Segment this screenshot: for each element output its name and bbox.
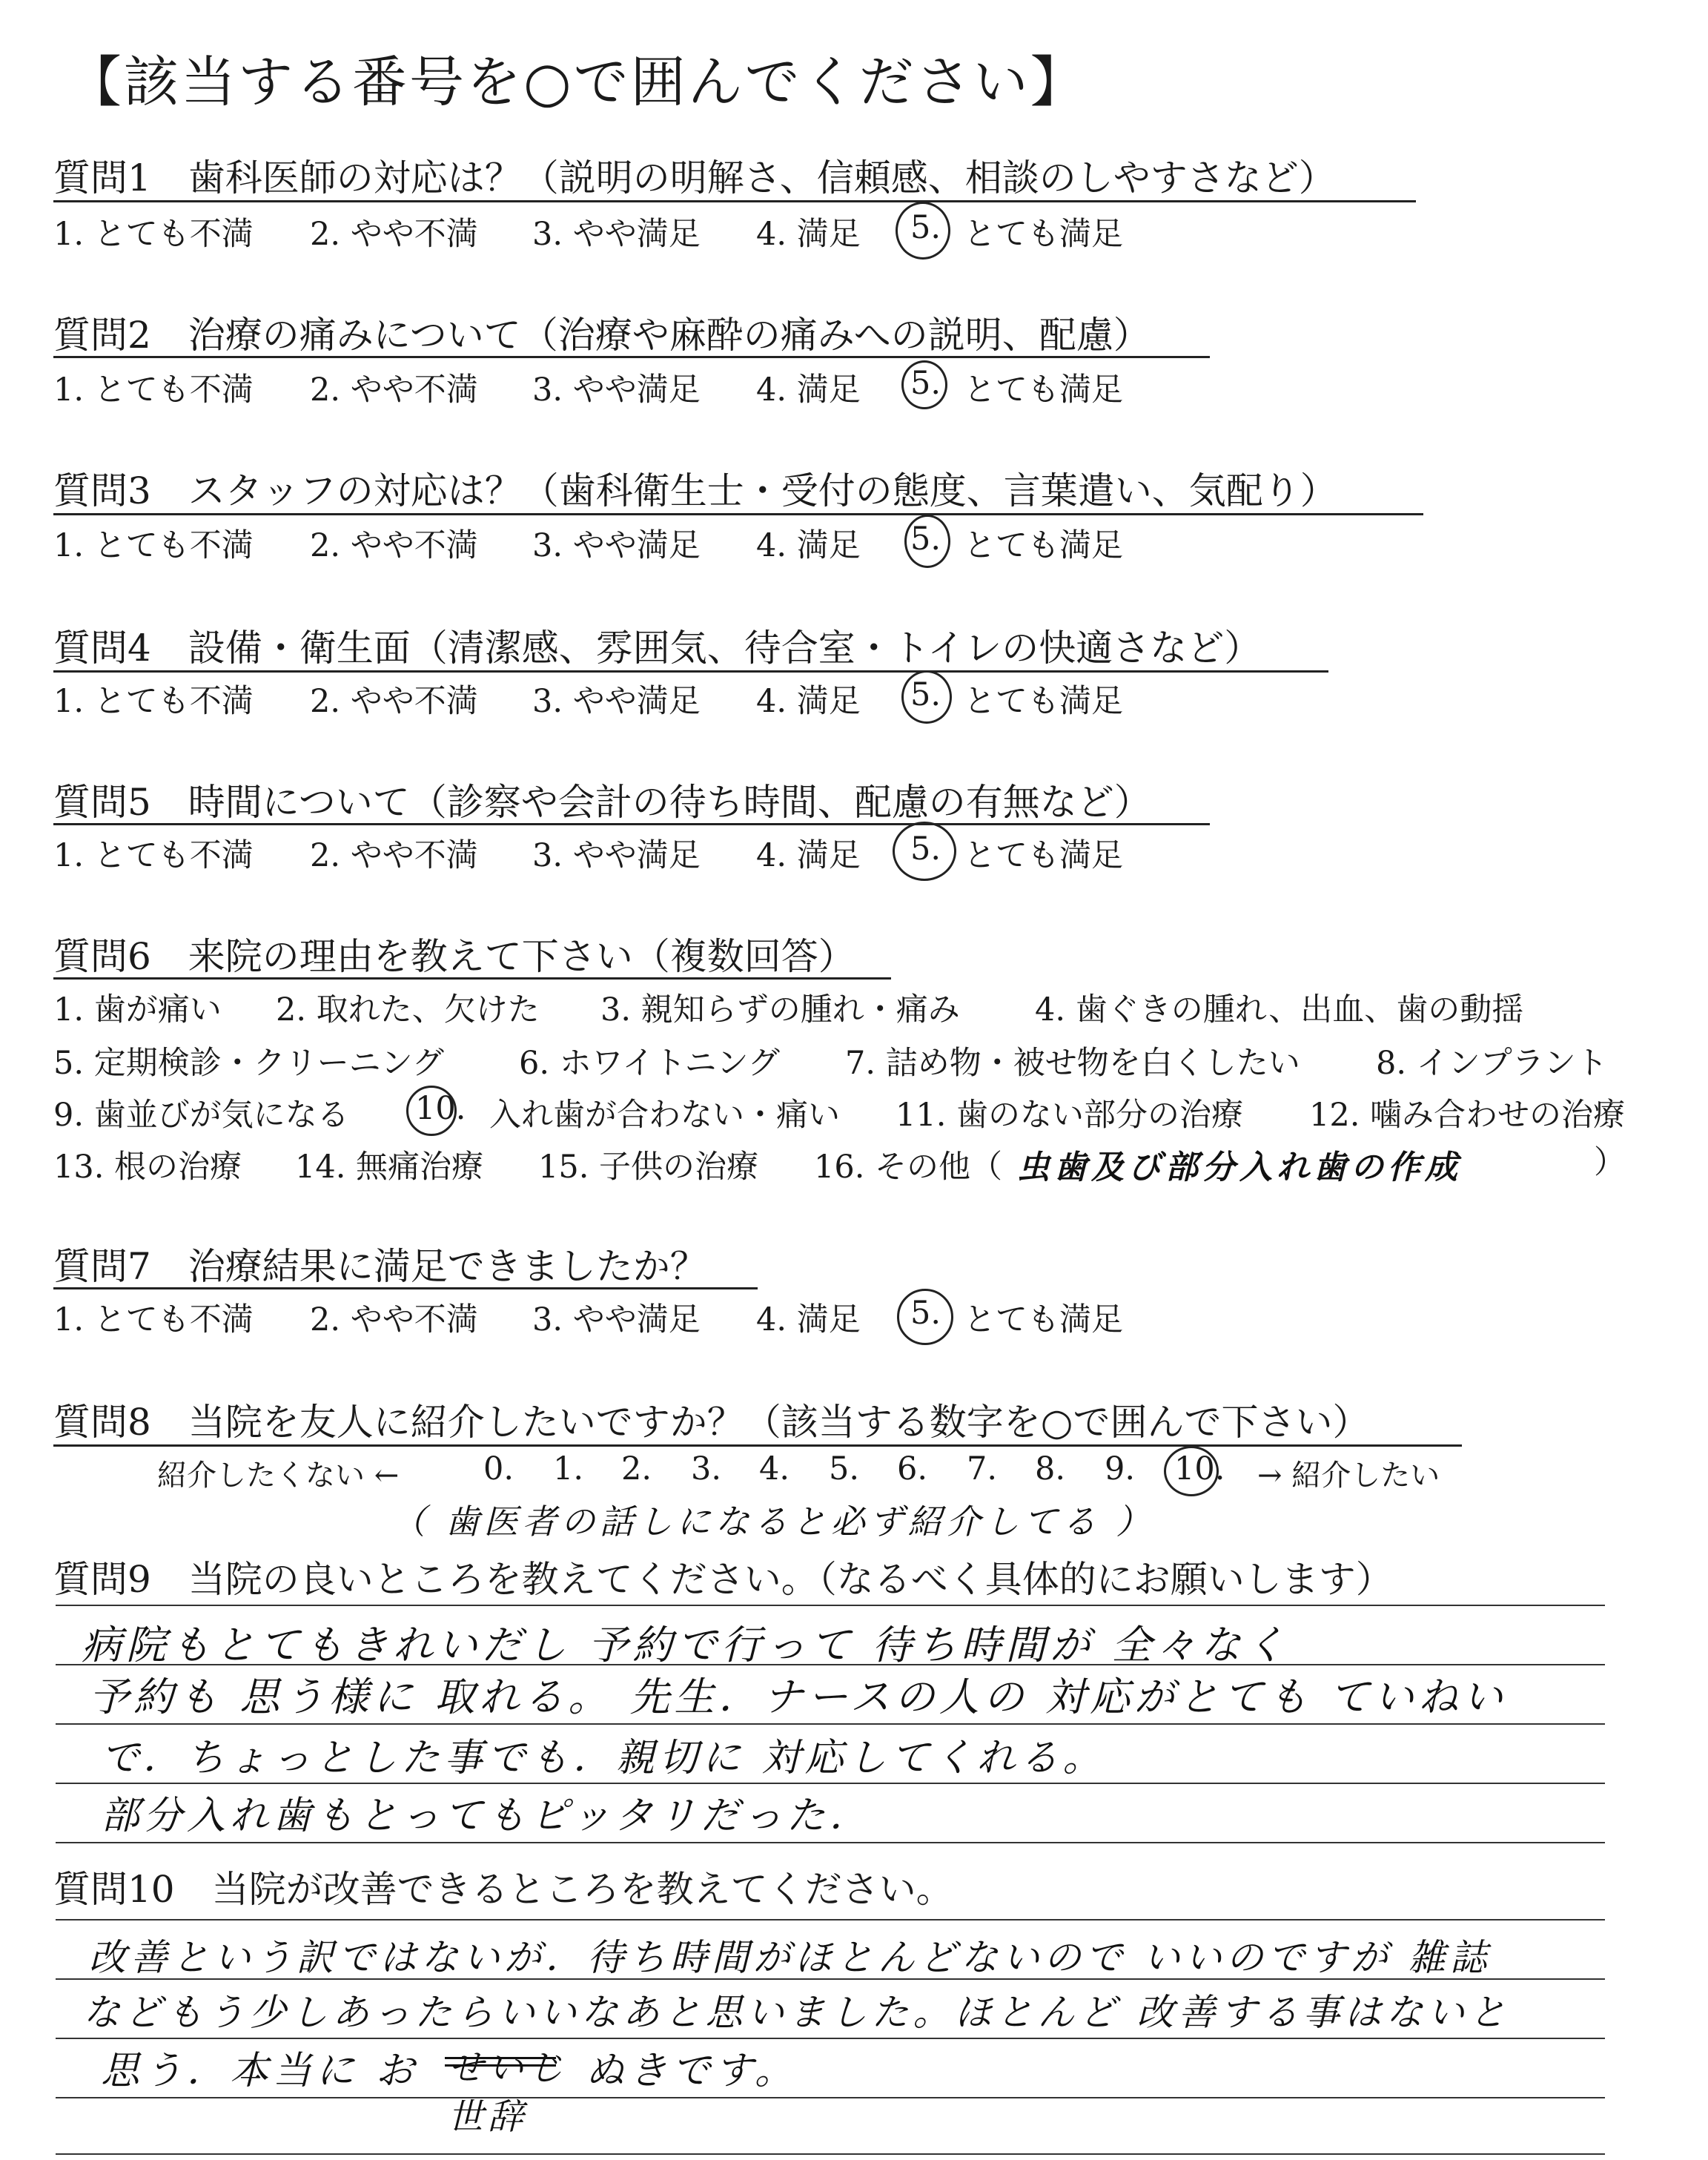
question-9-title: 質問9 当院の良いところを教えてください。（なるべく具体的にお願いします） — [53, 1558, 1393, 1601]
q8-selection-circle — [1164, 1446, 1219, 1496]
q7-option-2[interactable]: 2. やや不満 — [310, 1301, 478, 1338]
q4-option-4[interactable]: 4. 満足 — [756, 683, 861, 720]
q7-selection-circle — [897, 1289, 953, 1345]
q6-option-7[interactable]: 7. 詰め物・被せ物を白くしたい — [845, 1045, 1300, 1082]
q8-scale-5[interactable]: 5. — [829, 1450, 860, 1487]
q3-option-1[interactable]: 1. とても不満 — [53, 527, 254, 564]
q6-option-16[interactable]: 16. その他（ — [814, 1149, 1003, 1186]
q6-option-6[interactable]: 6. ホワイトニング — [519, 1045, 780, 1082]
q3-option-5[interactable]: 5. — [910, 521, 941, 558]
q2-option-1[interactable]: 1. とても不満 — [53, 371, 254, 409]
q3-option-4[interactable]: 4. 満足 — [756, 527, 861, 564]
q9-answer-line-1: 病院もとてもきれいだし 予約で行って 待ち時間が 全々なく — [82, 1622, 1290, 1668]
q8-scale-8[interactable]: 8. — [1035, 1450, 1066, 1487]
q8-handwritten-note: （ 歯医者の話しになると必ず紹介してる ） — [391, 1502, 1155, 1542]
question-10-title: 質問10 当院が改善できるところを教えてください。 — [53, 1868, 953, 1911]
q1-option-1[interactable]: 1. とても不満 — [53, 216, 254, 253]
q10-correction: 世辞 — [448, 2096, 529, 2138]
question-4-title: 質問4 設備・衛生面（清潔感、雰囲気、待合室・トイレの快適さなど） — [53, 627, 1262, 670]
q6-option-14[interactable]: 14. 無痛治療 — [295, 1149, 484, 1186]
q10-answer-line-2: などもう少しあったらいいなあと思いました。ほとんど 改善する事はないと — [83, 1991, 1511, 2034]
q10-answer-line — [56, 2153, 1605, 2155]
q5-option-2[interactable]: 2. やや不満 — [310, 837, 478, 874]
q6-option-3[interactable]: 3. 親知らずの腫れ・痛み — [600, 991, 960, 1028]
q10-strike-line — [445, 2064, 556, 2067]
q10-answer-line — [56, 1919, 1605, 1920]
question-2-underline — [53, 356, 1210, 358]
q7-option-1[interactable]: 1. とても不満 — [53, 1301, 254, 1338]
q10-strike-line — [445, 2057, 556, 2059]
q7-option-5[interactable]: 5. — [910, 1295, 941, 1332]
q8-scale-6[interactable]: 6. — [897, 1450, 928, 1487]
q3-selection-circle — [904, 515, 950, 568]
question-5-underline — [53, 823, 1210, 825]
q10-answer-line-3: 思う．本当に お — [101, 2049, 419, 2093]
question-6-underline — [53, 977, 891, 980]
q2-selection-circle — [901, 360, 947, 409]
question-1-title: 質問1 歯科医師の対応は？（説明の明解さ、信頼感、相談のしやすさなど） — [53, 156, 1336, 199]
q5-option-1[interactable]: 1. とても不満 — [53, 837, 254, 874]
q2-option-4[interactable]: 4. 満足 — [756, 371, 861, 409]
q5-option-5[interactable]: 5. — [910, 830, 941, 868]
q9-answer-line-4: 部分入れ歯もとってもピッタリだった． — [101, 1794, 873, 1838]
question-4-underline — [53, 670, 1328, 673]
q8-right-label: → 紹介したい — [1257, 1459, 1440, 1493]
q4-option-1[interactable]: 1. とても不満 — [53, 683, 254, 720]
q3-option-2[interactable]: 2. やや不満 — [310, 527, 478, 564]
q6-selection-circle — [406, 1086, 457, 1136]
q8-scale-3[interactable]: 3. — [691, 1450, 722, 1487]
q6-option-10[interactable]: 10. — [415, 1090, 466, 1127]
q7-option-5-label: とても満足 — [964, 1301, 1123, 1338]
q9-answer-line — [56, 1723, 1605, 1725]
question-7-underline — [53, 1287, 758, 1289]
q5-option-3[interactable]: 3. やや満足 — [532, 837, 701, 874]
q6-option-2[interactable]: 2. 取れた、欠けた — [276, 991, 540, 1028]
q4-option-2[interactable]: 2. やや不満 — [310, 683, 478, 720]
q2-option-5[interactable]: 5. — [910, 365, 941, 402]
q4-option-5[interactable]: 5. — [910, 676, 941, 713]
q9-answer-line-3: で．ちょっとした事でも．親切に 対応してくれる。 — [101, 1736, 1106, 1780]
q5-selection-circle — [893, 822, 956, 881]
q9-answer-line — [56, 1605, 1605, 1606]
q6-option-1[interactable]: 1. 歯が痛い — [53, 991, 222, 1028]
q5-option-4[interactable]: 4. 満足 — [756, 837, 861, 874]
q8-scale-4[interactable]: 4. — [759, 1450, 790, 1487]
q6-option-10-label: 入れ歯が合わない・痛い — [489, 1097, 840, 1134]
q7-option-3[interactable]: 3. やや満足 — [532, 1301, 701, 1338]
q1-selection-circle — [896, 202, 950, 260]
q6-option-4[interactable]: 4. 歯ぐきの腫れ、出血、歯の動揺 — [1035, 991, 1524, 1028]
q1-option-4[interactable]: 4. 満足 — [756, 216, 861, 253]
q4-selection-circle — [901, 670, 952, 724]
q6-option-12[interactable]: 12. 噛み合わせの治療 — [1309, 1097, 1626, 1134]
q2-option-5-label: とても満足 — [964, 371, 1123, 409]
q8-scale-1[interactable]: 1. — [553, 1450, 584, 1487]
q1-option-2[interactable]: 2. やや不満 — [310, 216, 478, 253]
question-8-underline — [53, 1444, 1462, 1447]
q6-option-11[interactable]: 11. 歯のない部分の治療 — [896, 1097, 1244, 1134]
q1-option-3[interactable]: 3. やや満足 — [532, 216, 701, 253]
q5-option-5-label: とても満足 — [964, 837, 1123, 874]
q8-scale-2[interactable]: 2. — [621, 1450, 652, 1487]
question-5-title: 質問5 時間について（診察や会計の待ち時間、配慮の有無など） — [53, 781, 1151, 824]
q1-option-5-label: とても満足 — [964, 216, 1123, 253]
page-title: 【該当する番号を○で囲んでください】 — [67, 50, 1088, 114]
q6-option-16-close: ） — [1594, 1144, 1626, 1181]
question-1-underline — [53, 200, 1416, 202]
q8-scale-7[interactable]: 7. — [967, 1450, 998, 1487]
q6-option-8[interactable]: 8. インプラント — [1376, 1045, 1608, 1082]
q2-option-2[interactable]: 2. やや不満 — [310, 371, 478, 409]
q9-answer-line-2: 予約も 思う様に 取れる。 先生．ナースの人の 対応がとても ていねい — [89, 1674, 1508, 1720]
q3-option-3[interactable]: 3. やや満足 — [532, 527, 701, 564]
q4-option-3[interactable]: 3. やや満足 — [532, 683, 701, 720]
q9-answer-line — [56, 1842, 1605, 1843]
q6-other-handwritten: 虫歯及び部分入れ歯の作成 — [1017, 1149, 1462, 1186]
q8-left-label: 紹介したくない ← — [157, 1459, 400, 1493]
q7-option-4[interactable]: 4. 満足 — [756, 1301, 861, 1338]
q3-option-5-label: とても満足 — [964, 527, 1123, 564]
q6-option-15[interactable]: 15. 子供の治療 — [538, 1149, 759, 1186]
q4-option-5-label: とても満足 — [964, 683, 1123, 720]
q6-option-5[interactable]: 5. 定期検診・クリーニング — [53, 1045, 444, 1082]
q8-scale-10[interactable]: 10. — [1174, 1450, 1225, 1487]
question-3-underline — [53, 513, 1423, 515]
q10-answer-line-1: 改善という訳ではないが．待ち時間がほとんどないので いいのですが 雑誌 — [89, 1936, 1492, 1979]
question-7-title: 質問7 治療結果に満足できましたか？ — [53, 1245, 707, 1288]
q10-struck-text: せいじ — [448, 2047, 569, 2089]
question-6-title: 質問6 来院の理由を教えて下さい（複数回答） — [53, 935, 855, 978]
question-2-title: 質問2 治療の痛みについて（治療や麻酔の痛みへの説明、配慮） — [53, 314, 1151, 357]
question-3-title: 質問3 スタッフの対応は？（歯科衛生士・受付の態度、言葉遣い、気配り） — [53, 469, 1337, 512]
q8-scale-9[interactable]: 9. — [1105, 1450, 1136, 1487]
q10-answer-line — [56, 2097, 1605, 2098]
q1-option-5[interactable]: 5. — [910, 209, 941, 246]
q10-answer-line-3-end: ぬきです。 — [586, 2049, 798, 2093]
q2-option-3[interactable]: 3. やや満足 — [532, 371, 701, 409]
q8-scale-0[interactable]: 0. — [483, 1450, 514, 1487]
q6-option-9[interactable]: 9. 歯並びが気になる — [53, 1097, 349, 1134]
question-8-title: 質問8 当院を友人に紹介したいですか？（該当する数字を○で囲んで下さい） — [53, 1401, 1370, 1444]
q6-option-13[interactable]: 13. 根の治療 — [53, 1149, 242, 1186]
